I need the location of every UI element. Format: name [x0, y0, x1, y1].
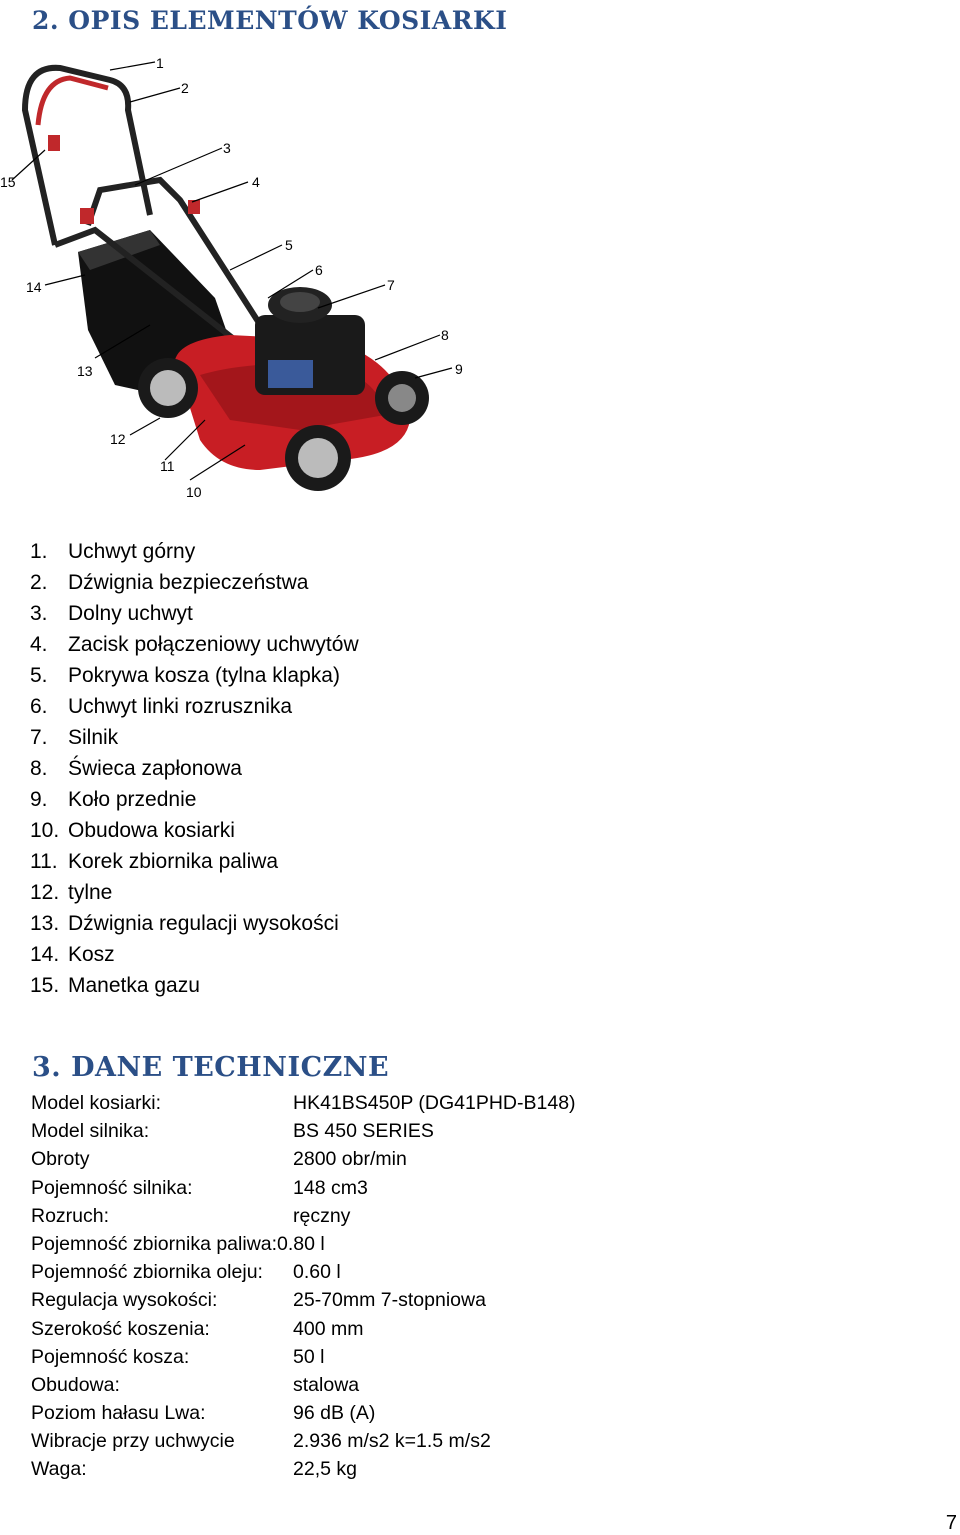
- list-item: 14. Kosz: [30, 943, 115, 966]
- list-item: 1. Uchwyt górny: [30, 540, 196, 563]
- spec-row: Pojemność silnika: 148 cm3: [31, 1176, 368, 1199]
- callout-9: 9: [455, 361, 463, 377]
- list-item: 15. Manetka gazu: [30, 974, 200, 997]
- rear-wheel-shape: [138, 358, 198, 418]
- list-item: 4. Zacisk połączeniowy uchwytów: [30, 633, 359, 656]
- spec-row: Rozruch: ręczny: [31, 1204, 351, 1227]
- front-wheel-right-shape: [375, 371, 429, 425]
- spec-row: Model silnika: BS 450 SERIES: [31, 1120, 434, 1143]
- parts-list: [30, 536, 359, 1001]
- list-item: 8. Świeca zapłonowa: [30, 757, 242, 780]
- spec-row: Poziom hałasu Lwa: 96 dB (A): [31, 1402, 376, 1425]
- list-item: 3. Dolny uchwyt: [30, 602, 193, 625]
- spec-row: Szerokość koszenia: 400 mm: [31, 1317, 364, 1340]
- callout-10: 10: [186, 484, 202, 500]
- callout-6: 6: [315, 262, 323, 278]
- list-item: 2. Dźwignia bezpieczeństwa: [30, 571, 309, 594]
- list-item: 5. Pokrywa kosza (tylna klapka): [30, 664, 340, 687]
- spec-row: Obudowa: stalowa: [31, 1373, 360, 1396]
- callout-14: 14: [26, 279, 42, 295]
- callout-5: 5: [285, 237, 293, 253]
- list-item: 7. Silnik: [30, 726, 119, 749]
- page-number: 7: [945, 1512, 957, 1534]
- spec-row: Pojemność kosza: 50 l: [31, 1345, 325, 1368]
- callout-7: 7: [387, 277, 395, 293]
- section-2-title: 2. OPIS ELEMENTÓW KOSIARKI: [32, 6, 508, 35]
- spec-row: Pojemność zbiornika oleju: 0.60 l: [31, 1261, 341, 1284]
- callout-3: 3: [223, 140, 231, 156]
- list-item: 10. Obudowa kosiarki: [30, 819, 235, 842]
- callout-15: 15: [0, 174, 16, 190]
- spec-row: Obroty 2800 obr/min: [31, 1148, 407, 1171]
- spec-row: Pojemność zbiornika paliwa:0.80 l: [31, 1232, 325, 1255]
- callout-8: 8: [441, 327, 449, 343]
- list-item: 13. Dźwignia regulacji wysokości: [30, 912, 339, 935]
- list-item: 6. Uchwyt linki rozrusznika: [30, 695, 293, 718]
- callout-13: 13: [77, 363, 93, 379]
- list-item: 12. tylne: [30, 881, 113, 904]
- section-3-title: 3. DANE TECHNICZNE: [32, 1052, 390, 1083]
- front-wheel-left-shape: [285, 425, 351, 491]
- callout-11: 11: [160, 458, 175, 474]
- callout-4: 4: [252, 174, 260, 190]
- list-item: 11. Korek zbiornika paliwa: [30, 850, 279, 873]
- spec-row: Waga: 22,5 kg: [31, 1458, 357, 1481]
- callout-2: 2: [181, 80, 189, 96]
- lawn-mower-illustration: [0, 40, 500, 510]
- callout-1: 1: [156, 55, 164, 71]
- list-item: 9. Koło przednie: [30, 788, 197, 811]
- spec-table: [31, 1089, 576, 1484]
- spec-row: Model kosiarki: HK41BS450P (DG41PHD-B148): [31, 1092, 576, 1114]
- callout-12: 12: [110, 431, 126, 447]
- spec-row: Wibracje przy uchwycie 2.936 m/s2 k=1.5 m/s2: [31, 1430, 491, 1453]
- spec-row: Regulacja wysokości: 25-70mm 7-stopniowa: [31, 1289, 486, 1312]
